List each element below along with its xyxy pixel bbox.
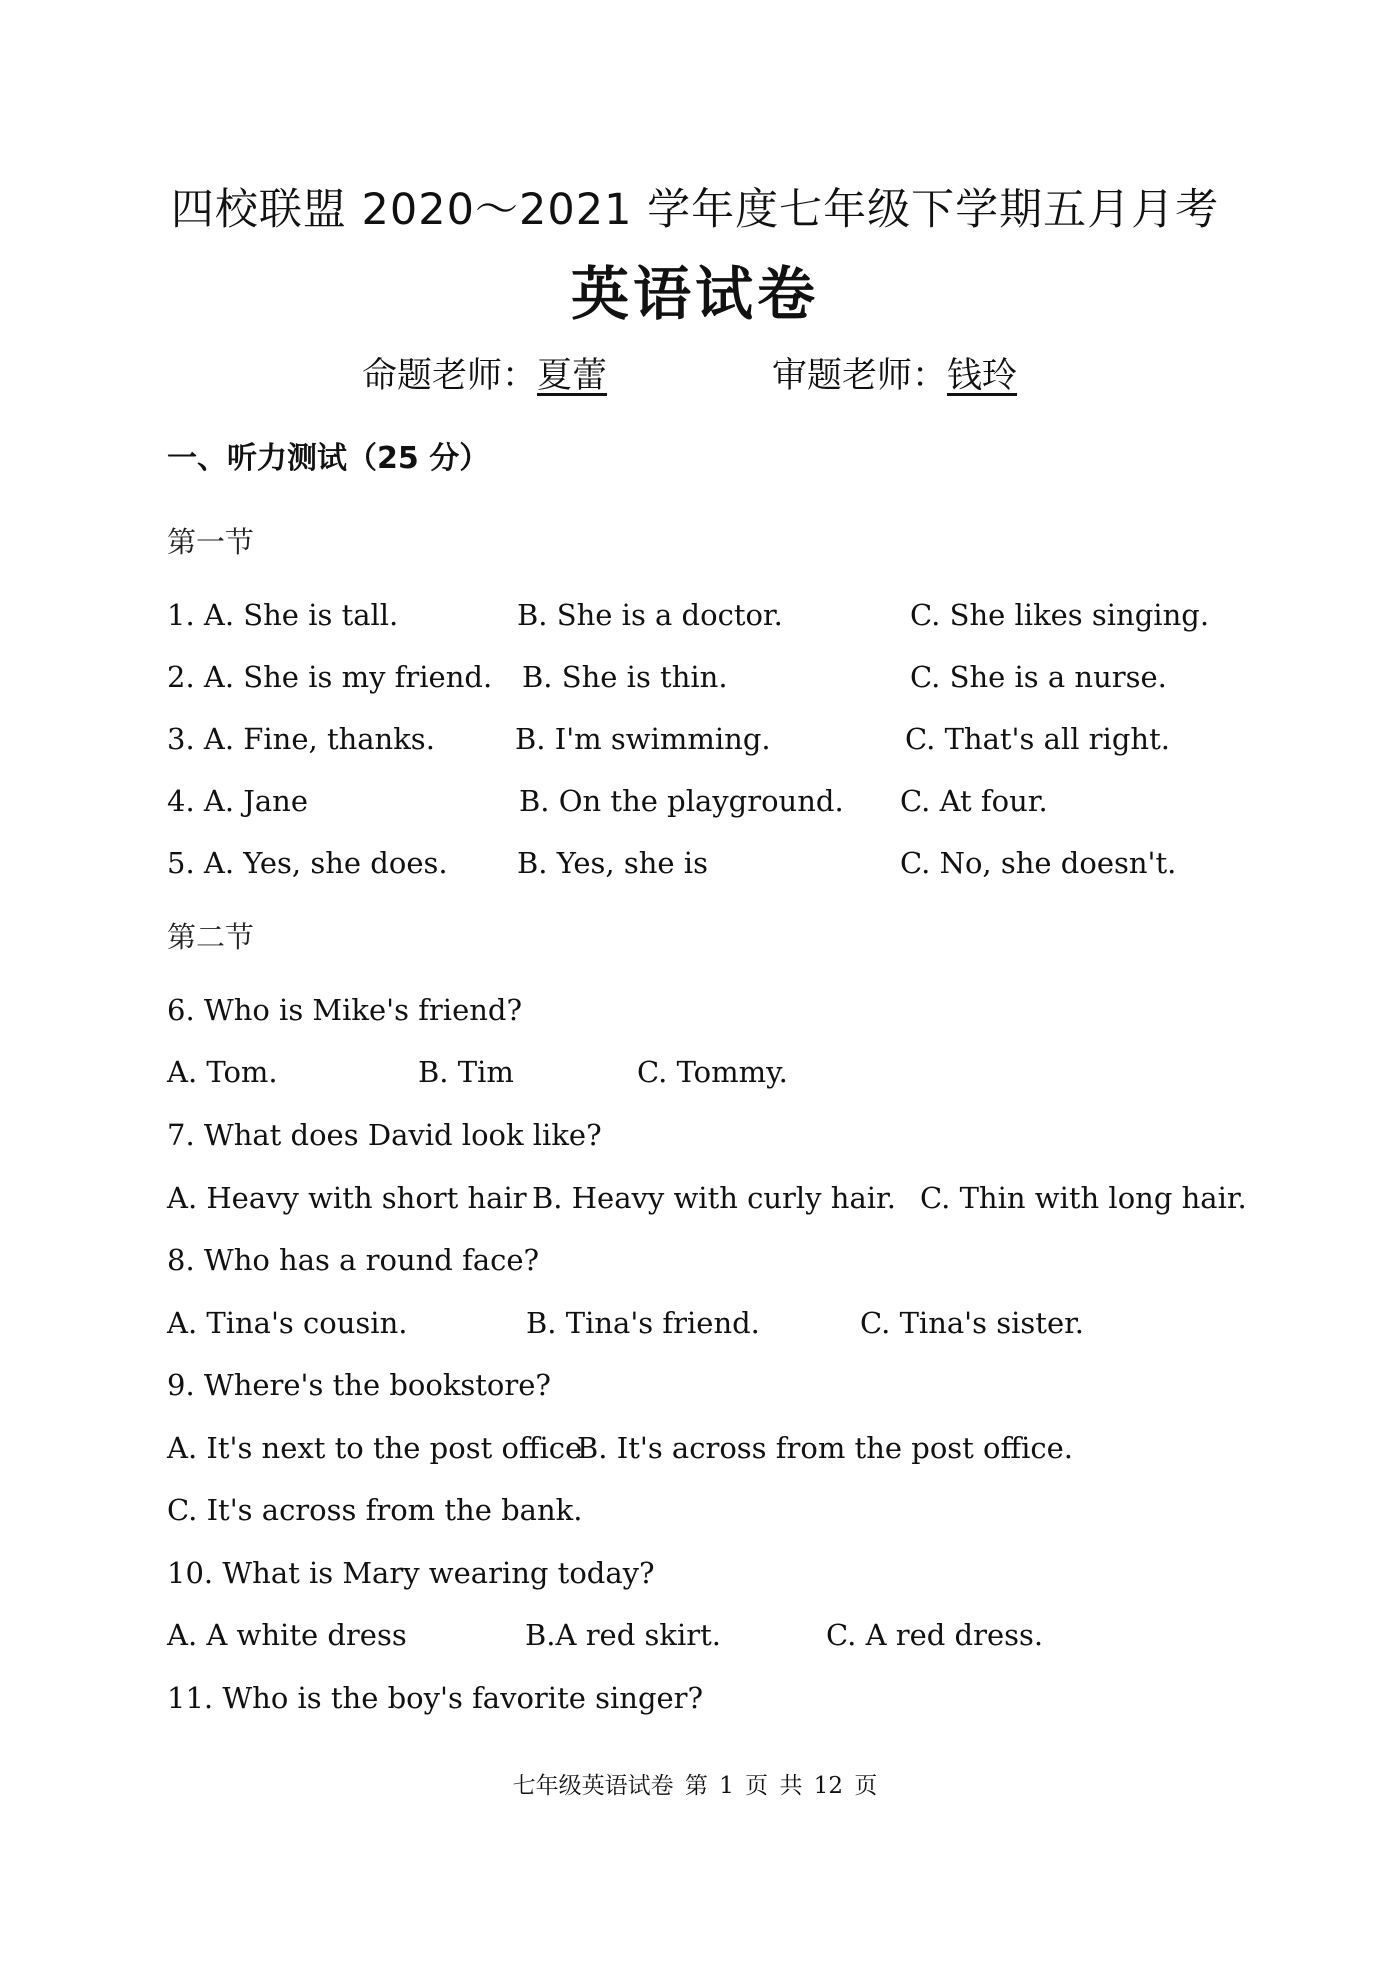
question-text: 9. Where's the bookstore?	[167, 1368, 551, 1402]
question-row	[0, 652, 1390, 702]
option-b: B. Tina's friend.	[526, 1306, 760, 1340]
option-a: A. A white dress	[167, 1618, 407, 1652]
option-b: B. She is a doctor.	[517, 598, 783, 632]
option-a: A. Tom.	[167, 1055, 278, 1089]
option-b: B.A red skirt.	[525, 1618, 721, 1652]
question-row	[0, 838, 1390, 888]
page-footer: 七年级英语试卷 第 1 页 共 12 页	[512, 1773, 878, 1799]
option-a: 1. A. She is tall.	[167, 598, 399, 632]
question-stem	[0, 1110, 1390, 1160]
question-options	[0, 1610, 1390, 1660]
question-options	[0, 1047, 1390, 1097]
option-c: C. She is a nurse.	[910, 660, 1167, 694]
option-a: 2. A. She is my friend.	[167, 660, 493, 694]
question-setter	[362, 348, 607, 404]
option-c: C. That's all right.	[905, 722, 1170, 756]
option-b: B. Tim	[418, 1055, 514, 1089]
question-stem	[0, 1360, 1390, 1410]
option-b: B. On the playground.	[519, 784, 844, 818]
part-one-label: 第一节	[167, 525, 255, 559]
option-c: C. It's across from the bank.	[167, 1493, 583, 1527]
question-row	[0, 590, 1390, 640]
option-a: A. Heavy with short hair	[167, 1181, 527, 1215]
option-a: 4. A. Jane	[167, 784, 309, 818]
section-heading: 一、听力测试（25 分）	[167, 441, 490, 476]
option-b: B. She is thin.	[522, 660, 728, 694]
option-b: B. It's across from the post office.	[577, 1431, 1073, 1465]
question-stem	[0, 1673, 1390, 1723]
reviewer-name: 钱玲	[947, 356, 1018, 396]
option-b: B. Heavy with curly hair.	[532, 1181, 896, 1215]
option-a: A. Tina's cousin.	[167, 1306, 408, 1340]
question-row	[0, 776, 1390, 826]
option-b: B. I'm swimming.	[515, 722, 771, 756]
question-options	[0, 1423, 1390, 1473]
option-a: 5. A. Yes, she does.	[167, 846, 448, 880]
option-c: C. Tommy.	[637, 1055, 788, 1089]
setter-label: 命题老师：	[362, 356, 538, 396]
question-text: 8. Who has a round face?	[167, 1243, 540, 1277]
question-reviewer	[772, 348, 1017, 404]
exam-subtitle: 英语试卷	[570, 260, 819, 328]
option-c: C. A red dress.	[826, 1618, 1044, 1652]
option-c: C. At four.	[900, 784, 1048, 818]
question-options	[0, 1298, 1390, 1348]
reviewer-label: 审题老师：	[772, 356, 948, 396]
question-text: 6. Who is Mike's friend?	[167, 993, 523, 1027]
option-c: C. No, she doesn't.	[900, 846, 1177, 880]
question-stem	[0, 1548, 1390, 1598]
part-two-label: 第二节	[167, 920, 255, 954]
question-options	[0, 1485, 1390, 1535]
question-stem	[0, 985, 1390, 1035]
option-c: C. She likes singing.	[910, 598, 1210, 632]
question-options	[0, 1173, 1390, 1223]
exam-title: 四校联盟 2020～2021 学年度七年级下学期五月月考	[170, 185, 1220, 235]
question-row	[0, 714, 1390, 764]
question-text: 10. What is Mary wearing today?	[167, 1556, 655, 1590]
option-c: C. Tina's sister.	[860, 1306, 1084, 1340]
setter-name: 夏蕾	[537, 356, 608, 396]
question-text: 7. What does David look like?	[167, 1118, 602, 1152]
question-text: 11. Who is the boy's favorite singer?	[167, 1681, 704, 1715]
option-a: A. It's next to the post office	[167, 1431, 583, 1465]
question-stem	[0, 1235, 1390, 1285]
option-c: C. Thin with long hair.	[920, 1181, 1247, 1215]
option-b: B. Yes, she is	[517, 846, 708, 880]
option-a: 3. A. Fine, thanks.	[167, 722, 435, 756]
teacher-info	[0, 348, 1390, 404]
